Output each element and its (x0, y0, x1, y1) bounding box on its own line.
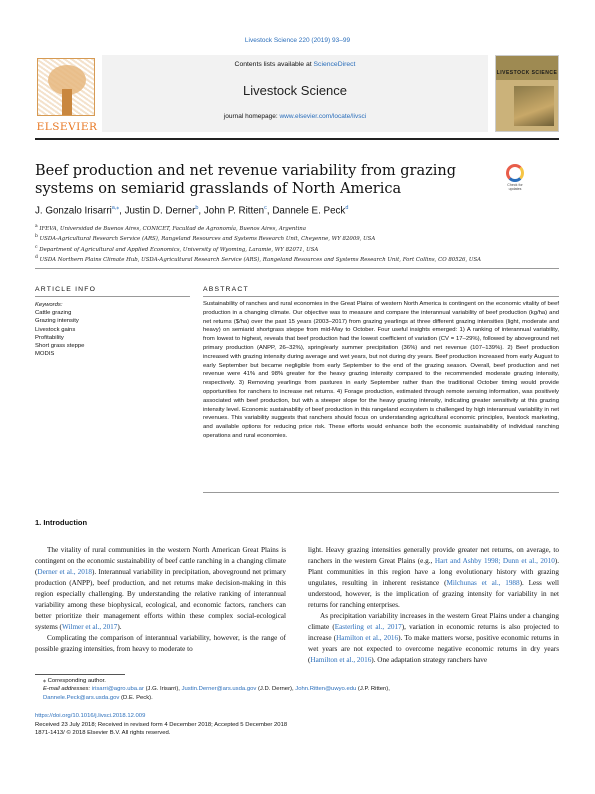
sciencedirect-link[interactable]: ScienceDirect (313, 61, 356, 68)
affiliation: $^c$ Department of Agricultural and Applied Economics, University of Wyoming, Laramie, WY 82071, USA (35, 244, 319, 253)
affiliations (35, 223, 559, 265)
email-label: E-mail addresses: (43, 686, 92, 693)
author-sup[interactable]: d (345, 205, 349, 211)
article-info-heading: ARTICLE INFO (35, 286, 97, 293)
author-name[interactable]: Dannele E. Peck (272, 205, 346, 217)
email-link[interactable]: John.Ritten@uwyo.edu (295, 686, 357, 693)
homepage-line (102, 113, 488, 120)
publisher-name: ELSEVIER (36, 121, 98, 133)
citation-link[interactable]: Wilmer et al., 2017 (61, 623, 118, 631)
journal-citation[interactable]: Livestock Science 220 (2019) 93–99 (244, 37, 351, 44)
masthead-center (102, 55, 488, 132)
author-name[interactable]: John P. Ritten (203, 205, 265, 217)
keyword: Livestock gains (35, 326, 76, 333)
affiliation: $^b$ USDA-Agricultural Research Service (ARS), Rangeland Resources and Systems Research Unit, Cheyenne, WY 82009, USA (35, 234, 376, 243)
abstract-text: Sustainability of ranches and rural economies in the Great Plains of western North America is contingent on the economic vitality of beef production in a changing climate. Our objective was to measure and compare the interannual variability of beef production (kg/ha) and net returns ($/ha) over the past 15 years (2003–2017) from grazing yearlings at three different grazing intensities (light, moderate and heavy) on semiarid shortgrass steppe from mid-May to October. Four useful insights emerged: 1) A ranking of interannual variability, from lowest to highest, reveals that beef production had the lowest coefficient of variation (CV = 17–29%), followed by aboveground net primary production (ANPP, 26–32%), spring/early summer precipitation (36%) and net revenue (107–139%). 2) Beef production increased with grazing intensity during average and wet years, but not during dry years. Beef production increased from early August to early September but became negligible from early September to the end of the grazing season. Overall, beef production and net revenue were 41% and 98% greater for the heavy grazing intensity compared to the recommended moderate grazing intensity, respectively. 3) Removing yearlings from pastures in early September rather than the traditional October timing would provide opportunities for ranchers to increase net returns. 4) Forage production, estimated through remote sensing information, was positively associated with beef production, but with a steeper slope for the heavy grazing intensity, indicating greater sensitivity at this grazing intensity level. Economic sustainability of beef production in this rangeland ecosystem is challenged by high interannual variability in net revenues. This variability suggests that ranchers should focus on understanding agricultural economic principles, livestock marketing, and available options for reducing price risk. These efforts would enhance both the economic sustainability of individual ranching operations and rural economies. (203, 301, 559, 439)
doi-link[interactable]: https://doi.org/10.1016/j.livsci.2018.12.009 (35, 713, 146, 719)
article-info-rule (35, 296, 190, 297)
corresponding-author-note: ⁎ Corresponding author. (43, 678, 106, 684)
keyword: Profitability (35, 334, 64, 341)
author-name[interactable]: Justin D. Derner (124, 205, 196, 217)
abstract-bottom-rule (203, 492, 559, 493)
citation-link[interactable]: Derner et al., 2018 (37, 568, 93, 576)
author-sup[interactable]: a,⁎ (111, 205, 120, 211)
article-footer (35, 712, 559, 738)
header-divider (35, 268, 559, 269)
intro-paragraph: Complicating the comparison of interannual variability, however, is the range of possible grazing intensities, from heavy to moderate to (35, 634, 286, 653)
intro-paragraph: As precipitation variability increases in the western Great Plains under a changing climate (Easterling et al., 2017), variation in economic returns is also projected to increase (Hamilton et al., 2016). To make matters worse, positive economic returns in wet years are not expected to overcome negative economic returns in dry years (Hamilton et al., 2016). One adaptation strategy ranchers have (308, 612, 559, 664)
author-sup[interactable]: b (195, 205, 199, 211)
crossmark-icon (506, 164, 524, 182)
email-line: E-mail addresses: irisarri@agro.uba.ar (J.G. Irisarri), Justin.Derner@ars.usda.gov (J.D. Derner), John.Ritten@uwyo.edu (J.P. Ritten), Dannele.Peck@ars.usda.gov (D.E. Peck). (43, 686, 390, 701)
masthead-rule (35, 138, 559, 140)
homepage-link[interactable]: www.elsevier.com/locate/livsci (279, 113, 367, 120)
journal-name: Livestock Science (242, 83, 348, 98)
crossmark-badge[interactable] (504, 164, 526, 194)
abstract-rule (203, 296, 559, 297)
citation-link[interactable]: Hamilton et al., 2016 (336, 634, 399, 642)
keyword: Cattle grazing (35, 310, 72, 317)
journal-masthead (35, 50, 559, 134)
email-link[interactable]: irisarri@agro.uba.ar (91, 686, 144, 693)
elsevier-logo[interactable] (35, 58, 97, 132)
journal-cover-thumbnail[interactable] (495, 55, 559, 132)
citation-link[interactable]: Hamilton et al., 2016 (310, 656, 372, 664)
received-dates: Received 23 July 2018; Received in revised form 4 December 2018; Accepted 5 December 2018 (35, 721, 288, 728)
homepage-prefix: journal homepage: (223, 113, 280, 120)
intro-left-column (35, 545, 286, 655)
keyword: Short grass steppe (35, 343, 85, 350)
footnotes (35, 677, 559, 702)
keyword: Grazing intensity (35, 318, 79, 325)
citation-link[interactable]: Hart and Ashby 1998; Dunn et al., 2010 (434, 557, 555, 565)
crossmark-label: Check for updates (507, 183, 523, 191)
email-link[interactable]: Justin.Derner@ars.usda.gov (181, 686, 257, 693)
abstract-heading: ABSTRACT (203, 286, 249, 293)
citation-link[interactable]: Easterling et al., 2017 (334, 623, 402, 631)
author-name[interactable]: J. Gonzalo Irisarri (35, 205, 112, 217)
author-sup[interactable]: c (264, 205, 267, 211)
intro-paragraph: light. Heavy grazing intensities generally provide greater net returns, on average, to ranchers in the western Great Plains (e.g., Hart and Ashby 1998; Dunn et al., 2010). Plant communities in this region have a long evolutionary history with grazing ungulates, resulting in inherent resistance (Milchunas et al., 1988). Less well understood, however, is the implication of grazing intensity for variability in net returns for ranching enterprises. (308, 546, 560, 609)
contents-prefix: Contents lists available at (234, 61, 314, 68)
article-title: Beef production and net revenue variability from grazing systems on semiarid grasslands of North America (35, 163, 457, 197)
copyright: 1871-1413/ © 2018 Elsevier B.V. All rights reserved. (35, 730, 171, 737)
keywords-block (35, 301, 190, 358)
contents-line (102, 61, 488, 68)
intro-paragraph: The vitality of rural communities in the western North American Great Plains is contingent on the economic sustainability of beef cattle ranching in a changing climate (Derner et al., 2018). Interannual variability in precipitation, aboveground net primary production (ANPP), beef production, and net returns make decision-making in this region especially challenging. By understanding the relative ranking of interannual variability among these biophysical, ecological, and economic factors, ranchers can better prioritize their management efforts within these complex social-ecological systems (Wilmer et al., 2017). (35, 546, 286, 631)
keyword: MODIS (35, 351, 55, 358)
email-link[interactable]: Dannele.Peck@ars.usda.gov (43, 694, 120, 701)
section-heading-introduction: 1. Introduction (35, 518, 88, 527)
author-list: J. Gonzalo Irisarri$^{a,⁎}$, Justin D. Derner$^b$, John P. Ritten$^c$, Dannele E. Peck$^d$ (35, 205, 349, 217)
tree-icon (37, 58, 95, 116)
affiliation: $^a$ IFEVA, Universidad de Buenos Aires, CONICET, Facultad de Agronomía, Buenos Aires, Argentina (35, 224, 306, 232)
cover-title: LIVESTOCK SCIENCE (496, 70, 558, 76)
affiliation: $^d$ USDA Northern Plains Climate Hub, USDA-Agricultural Research Service (ARS), Rangeland Resources and Systems Research Unit, Fort Collins, CO 80526, USA (35, 255, 482, 263)
footnote-rule (35, 674, 125, 675)
intro-right-column (308, 545, 559, 666)
keywords-label: Keywords: (35, 302, 63, 308)
citation-link[interactable]: Milchunas et al., 1988 (446, 579, 520, 587)
